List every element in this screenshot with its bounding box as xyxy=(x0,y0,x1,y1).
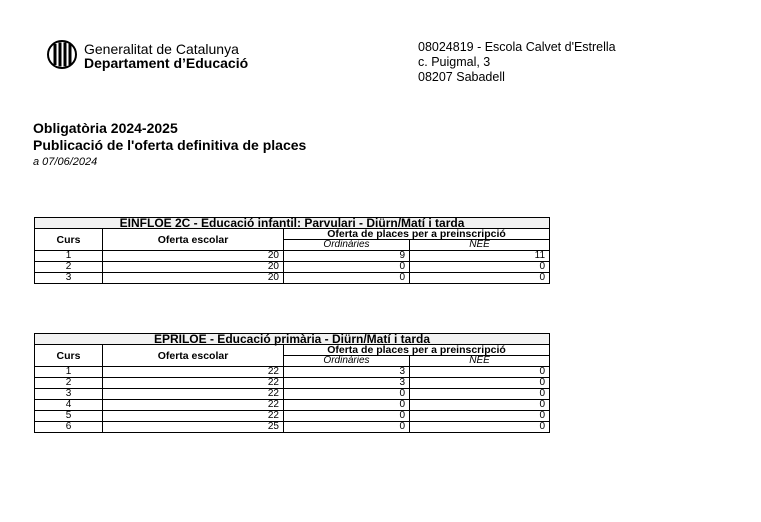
cell-nee: 0 xyxy=(410,411,550,422)
cell-ordinaries: 0 xyxy=(284,400,410,411)
cell-curs: 5 xyxy=(35,411,103,422)
school-city: 08207 Sabadell xyxy=(418,70,505,84)
table-row xyxy=(35,378,550,389)
generalitat-logo-icon xyxy=(47,40,77,69)
table-row xyxy=(35,422,550,433)
col-header-curs: Curs xyxy=(35,229,103,251)
cell-nee: 11 xyxy=(410,251,550,262)
table-row xyxy=(35,411,550,422)
table-row xyxy=(35,262,550,273)
col-header-ordinaries: Ordinàries xyxy=(284,356,410,367)
cell-oferta: 22 xyxy=(103,378,284,389)
cell-oferta: 22 xyxy=(103,389,284,400)
cell-oferta: 20 xyxy=(103,273,284,284)
school-address: c. Puigmal, 3 xyxy=(418,55,491,69)
cell-curs: 4 xyxy=(35,400,103,411)
cell-ordinaries: 3 xyxy=(284,378,410,389)
col-header-curs: Curs xyxy=(35,345,103,367)
col-header-nee: NEE xyxy=(410,240,550,251)
col-header-oferta: Oferta escolar xyxy=(103,345,284,367)
cell-oferta: 22 xyxy=(103,367,284,378)
table-title: EPRILOE - Educació primària - Diürn/Matí i tarda xyxy=(35,334,550,345)
cell-nee: 0 xyxy=(410,389,550,400)
table-row xyxy=(35,251,550,262)
cell-oferta: 20 xyxy=(103,262,284,273)
page-title: Obligatòria 2024-2025 xyxy=(33,120,178,136)
cell-curs: 1 xyxy=(35,251,103,262)
col-header-nee: NEE xyxy=(410,356,550,367)
cell-curs: 2 xyxy=(35,262,103,273)
col-header-ordinaries: Ordinàries xyxy=(284,240,410,251)
department-name: Departament d’Educació xyxy=(84,55,249,71)
cell-ordinaries: 3 xyxy=(284,367,410,378)
cell-ordinaries: 0 xyxy=(284,411,410,422)
cell-nee: 0 xyxy=(410,400,550,411)
school-info xyxy=(418,40,616,85)
page-subtitle: Publicació de l'oferta definitiva de places xyxy=(33,137,307,153)
cell-oferta: 20 xyxy=(103,251,284,262)
cell-oferta: 22 xyxy=(103,411,284,422)
org-name: Generalitat de Catalunya xyxy=(84,41,239,57)
cell-curs: 6 xyxy=(35,422,103,433)
cell-curs: 2 xyxy=(35,378,103,389)
cell-nee: 0 xyxy=(410,273,550,284)
col-header-oferta: Oferta escolar xyxy=(103,229,284,251)
cell-curs: 3 xyxy=(35,389,103,400)
cell-ordinaries: 9 xyxy=(284,251,410,262)
cell-nee: 0 xyxy=(410,367,550,378)
cell-nee: 0 xyxy=(410,378,550,389)
col-header-places: Oferta de places per a preinscripció xyxy=(284,229,550,240)
publication-date: a 07/06/2024 xyxy=(33,156,98,168)
table-row xyxy=(35,367,550,378)
table-row xyxy=(35,273,550,284)
infantil-offer-table xyxy=(34,217,550,284)
school-code-name: 08024819 - Escola Calvet d'Estrella xyxy=(418,40,616,54)
cell-curs: 1 xyxy=(35,367,103,378)
table-row xyxy=(35,389,550,400)
cell-ordinaries: 0 xyxy=(284,273,410,284)
cell-ordinaries: 0 xyxy=(284,422,410,433)
cell-oferta: 22 xyxy=(103,400,284,411)
col-header-places: Oferta de places per a preinscripció xyxy=(284,345,550,356)
cell-ordinaries: 0 xyxy=(284,262,410,273)
cell-curs: 3 xyxy=(35,273,103,284)
table-row xyxy=(35,400,550,411)
cell-ordinaries: 0 xyxy=(284,389,410,400)
cell-oferta: 25 xyxy=(103,422,284,433)
table-title: EINFLOE 2C - Educació infantil: Parvulari - Diürn/Matí i tarda xyxy=(35,218,550,229)
primaria-offer-table xyxy=(34,333,550,433)
cell-nee: 0 xyxy=(410,422,550,433)
cell-nee: 0 xyxy=(410,262,550,273)
